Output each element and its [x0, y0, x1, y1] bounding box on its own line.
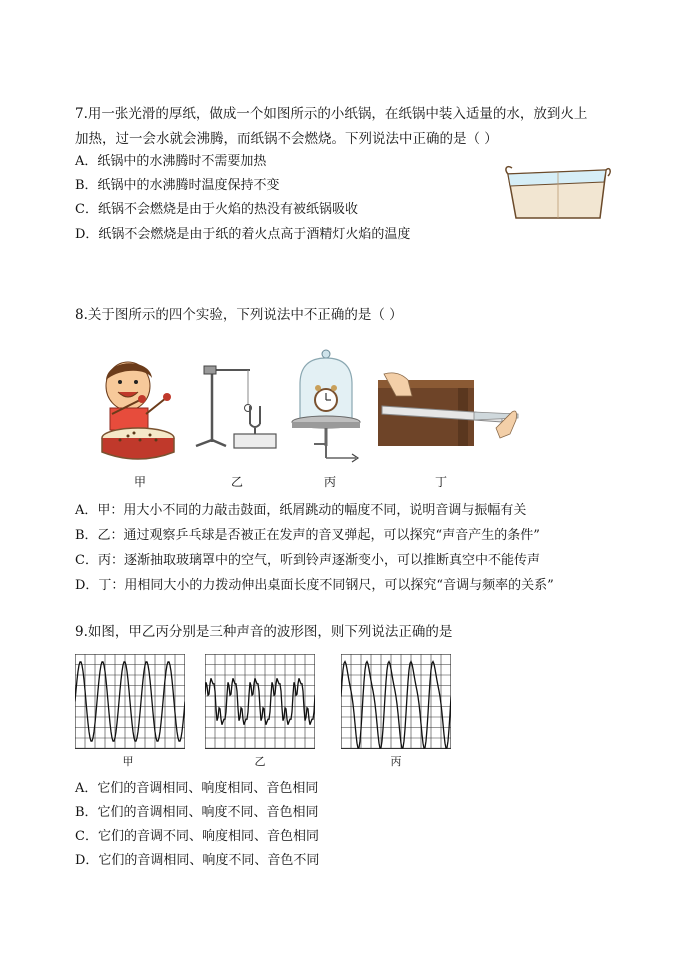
q9-stem: 9.如图，甲乙丙分别是三种声音的波形图，则下列说法正确的是 — [75, 624, 453, 640]
q9-caption-jia: 甲 — [122, 755, 134, 768]
q9-caption-yi: 乙 — [254, 755, 266, 768]
q7-option-a: A．纸锅中的水沸腾时不需要加热 — [75, 154, 267, 169]
q8-caption-bing: 丙 — [323, 475, 336, 489]
q8-option-c: C．丙：逐渐抽取玻璃罩中的空气，听到铃声逐渐变小，可以推断真空中不能传声 — [75, 553, 540, 568]
q7-stem-line1: 7.用一张光滑的厚纸，做成一个如图所示的小纸锅，在纸锅中装入适量的水，放到火上 — [75, 106, 588, 122]
q9-option-a: A．它们的音调相同、响度相同、音色相同 — [75, 781, 319, 796]
tuning-fork-figure — [190, 360, 280, 460]
drum-experiment-figure — [80, 358, 180, 463]
q9-option-b: B．它们的音调相同、响度不同、音色相同 — [75, 805, 319, 820]
q7-option-b: B．纸锅中的水沸腾时温度保持不变 — [75, 178, 280, 193]
q8-caption-jia: 甲 — [133, 475, 146, 489]
q8-option-b: B．乙：通过观察乒乓球是否被正在发声的音叉弹起，可以探究“声音产生的条件” — [75, 528, 540, 543]
waveform-yi — [205, 654, 315, 749]
ruler-table-figure — [378, 372, 528, 452]
q7-option-d: D．纸锅不会燃烧是由于纸的着火点高于酒精灯火焰的温度 — [75, 227, 411, 242]
q8-stem: 8.关于图所示的四个实验，下列说法中不正确的是（ ） — [75, 307, 403, 323]
q9-option-d: D．它们的音调相同、响度不同、音色不同 — [75, 853, 320, 868]
q8-caption-ding: 丁 — [434, 475, 447, 489]
waveform-jia — [75, 654, 185, 749]
q8-option-d: D．丁：用相同大小的力拨动伸出桌面长度不同钢尺，可以探究“音调与频率的关系” — [75, 578, 554, 593]
q9-option-c: C．它们的音调不同、响度相同、音色相同 — [75, 829, 319, 844]
waveform-bing — [341, 654, 451, 749]
paper-pot-figure — [500, 160, 615, 222]
q8-caption-yi: 乙 — [230, 475, 243, 489]
q8-option-a: A．甲：用大小不同的力敲击鼓面，纸屑跳动的幅度不同，说明音调与振幅有关 — [75, 503, 527, 518]
q7-option-c: C．纸锅不会燃烧是由于火焰的热没有被纸锅吸收 — [75, 202, 358, 217]
q9-caption-bing: 丙 — [390, 755, 402, 768]
bell-jar-figure — [290, 348, 375, 468]
q7-stem-line2: 加热，过一会水就会沸腾，而纸锅不会燃烧。下列说法中正确的是（ ） — [75, 131, 498, 147]
